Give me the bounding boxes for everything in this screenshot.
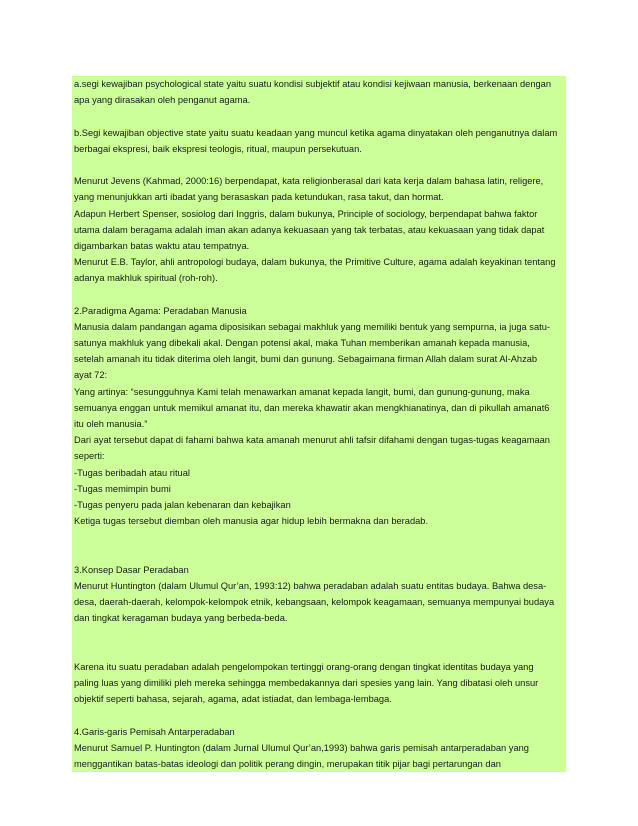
text-line: itu oleh manusia.”	[72, 416, 566, 432]
text-line: utama dalam beragama adalah iman akan adanya kekuasaan yang tak terbatas, atau kekuasaan yang tidak dapat	[72, 222, 566, 238]
text-line: -Tugas memimpin bumi	[72, 481, 566, 497]
text-line: menggantikan batas-batas ideologi dan politik perang dingin, merupakan titik pijar bagi pertarungan dan	[72, 756, 566, 772]
blank-line	[72, 157, 566, 173]
text-line: semuanya enggan untuk memikul amanat itu, dan mereka khawatir akan mengkhianatinya, dan di pikullah amanat6	[72, 400, 566, 416]
text-line: Menurut Huntington (dalam Ulumul Qur’an, 1993:12) bahwa peradaban adalah suatu entitas budaya. Bahwa desa-	[72, 578, 566, 594]
blank-line	[72, 626, 566, 642]
text-line: -Tugas penyeru pada jalan kebenaran dan kebajikan	[72, 497, 566, 513]
text-line: Dari ayat tersebut dapat di fahami bahwa kata amanah menurut ahli tafsir difahami dengan tugas-tugas keagamaan	[72, 432, 566, 448]
text-line: Yang artinya: “sesungguhnya Kami telah menawarkan amanat kepada langit, bumi, dan gunung-gunung, maka	[72, 384, 566, 400]
text-line: Menurut Samuel P. Huntington (dalam Jurnal Ulumul Qur’an,1993) bahwa garis pemisah antarperadaban yang	[72, 740, 566, 756]
text-line: 2.Paradigma Agama: Peradaban Manusia	[72, 303, 566, 319]
text-line: a.segi kewajiban psychological state yaitu suatu kondisi subjektif atau kondisi kejiwaan manusia, berkenaan dengan	[72, 76, 566, 92]
text-line: desa, daerah-daerah, kelompok-kelompok etnik, kebangsaan, kelompok keagamaan, semuanya mempunyai budaya	[72, 594, 566, 610]
text-line: Karena itu suatu peradaban adalah pengelompokan tertinggi orang-orang dengan tingkat identitas budaya yang	[72, 659, 566, 675]
blank-line	[72, 286, 566, 302]
blank-line	[72, 108, 566, 124]
blank-line	[72, 707, 566, 723]
text-line: satunya makhluk yang dibekali akal. Dengan potensi akal, maka Tuhan memberikan amanah kepada manusia,	[72, 335, 566, 351]
text-line: yang menunjukkan arti ibadat yang berasaskan pada ketundukan, rasa takut, dan hormat.	[72, 189, 566, 205]
blank-line	[72, 529, 566, 545]
document-body	[72, 76, 566, 772]
text-line: apa yang dirasakan oleh penganut agama.	[72, 92, 566, 108]
text-line: Menurut E.B. Taylor, ahli antropologi budaya, dalam bukunya, the Primitive Culture, agama adalah keyakinan tentang	[72, 254, 566, 270]
text-line: Ketiga tugas tersebut diemban oleh manusia agar hidup lebih bermakna dan beradab.	[72, 513, 566, 529]
text-line: 3.Konsep Dasar Peradaban	[72, 562, 566, 578]
blank-line	[72, 643, 566, 659]
text-line: berbagai ekspresi, baik ekspresi teologis, ritual, maupun persekutuan.	[72, 141, 566, 157]
text-line: dan tingkat keragaman budaya yang berbeda-beda.	[72, 610, 566, 626]
text-line: seperti:	[72, 448, 566, 464]
blank-line	[72, 545, 566, 561]
text-line: Adapun Herbert Spenser, sosiolog dari Inggris, dalam bukunya, Principle of sociology, berpendapat bahwa faktor	[72, 206, 566, 222]
text-line: Menurut Jevens (Kahmad, 2000:16) berpendapat, kata religionberasal dari kata kerja dalam bahasa latin, religere,	[72, 173, 566, 189]
text-line: objektif seperti bahasa, sejarah, agama, adat istiadat, dan lembaga-lembaga.	[72, 691, 566, 707]
text-line: Manusia dalam pandangan agama diposisikan sebagai makhluk yang memiliki bentuk yang sempurna, ia juga satu-	[72, 319, 566, 335]
text-line: adanya makhluk spiritual (roh-roh).	[72, 270, 566, 286]
text-line: paling luas yang dimiliki pleh mereka sehingga membedakannya dari spesies yang lain. Yang dibatasi oleh unsur	[72, 675, 566, 691]
text-line: b.Segi kewajiban objective state yaitu suatu keadaan yang muncul ketika agama dinyatakan oleh penganutnya dalam	[72, 125, 566, 141]
text-line: -Tugas beribadah atau ritual	[72, 465, 566, 481]
text-line: ayat 72:	[72, 367, 566, 383]
text-line: setelah amanah itu tidak diterima oleh langit, bumi dan gunung. Sebagaimana firman Allah dalam surat Al-Ahzab	[72, 351, 566, 367]
text-line: 4.Garis-garis Pemisah Antarperadaban	[72, 724, 566, 740]
text-line: digambarkan batas waktu atau tempatnya.	[72, 238, 566, 254]
